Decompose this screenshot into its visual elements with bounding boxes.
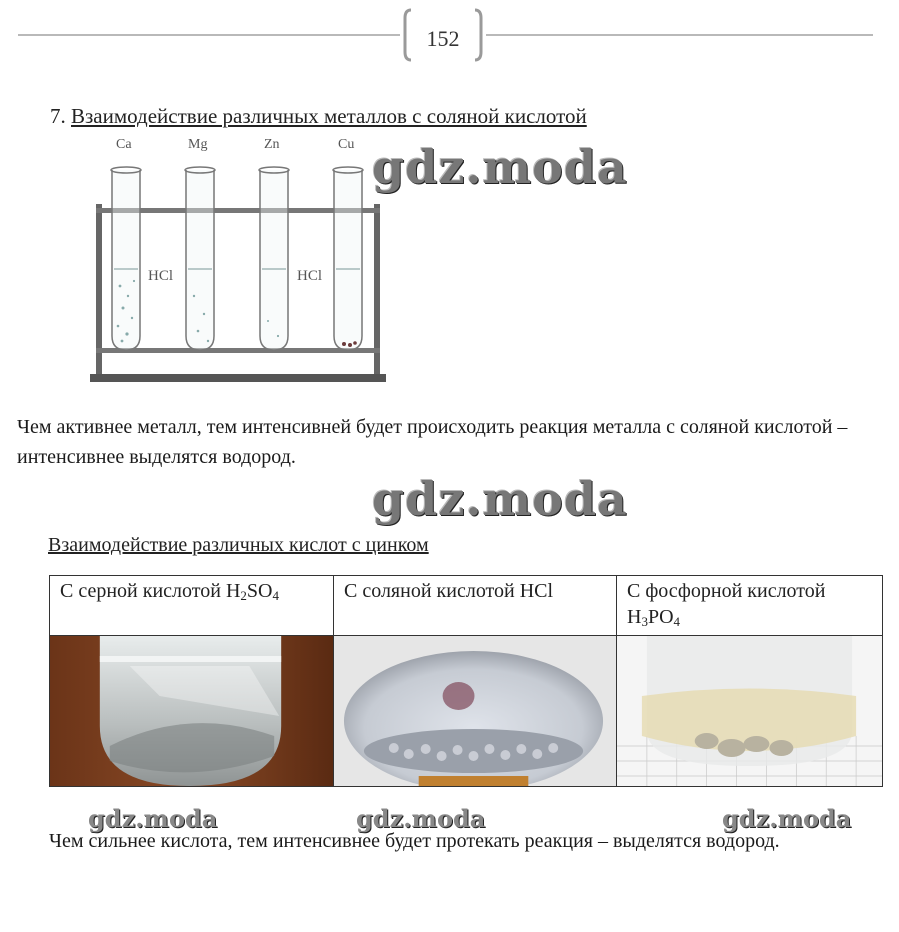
paragraph-metals-activity: Чем активнее металл, тем интенсивней будет происходить реакция металла с соляной кислотой – интенсивнее выделятся водород. xyxy=(17,416,848,468)
watermark-2: gdz.moda xyxy=(372,472,628,526)
watermark-small-2: gdz.moda xyxy=(356,804,486,833)
column-header-hydrochloric xyxy=(334,576,617,636)
watermark-1: gdz.moda xyxy=(372,140,628,194)
formula-subscript: 3 xyxy=(641,614,648,629)
table-header-row xyxy=(50,576,883,636)
section-title-text: Взаимодействие различных металлов с соляной кислотой xyxy=(71,104,587,128)
formula-part: H xyxy=(627,606,642,628)
watermark-small-1: gdz.moda xyxy=(88,804,218,833)
formula-subscript: 4 xyxy=(673,614,681,629)
photo-cell-hydrochloric xyxy=(334,636,617,787)
photo-sulfuric-reaction xyxy=(50,636,333,786)
formula-subscript: 2 xyxy=(240,588,247,603)
watermark-small-3: gdz.moda xyxy=(722,804,852,833)
hcl-label-1: HCl xyxy=(148,268,174,284)
column-label: С соляной кислотой HCl xyxy=(344,580,554,602)
column-header-sulfuric xyxy=(50,576,334,636)
test-tube-rack-illustration xyxy=(82,136,392,386)
paragraph-acid-strength: Чем сильнее кислота, тем интенсивнее будет протекать реакция – выделятся водород. xyxy=(49,830,780,852)
formula-part: PO xyxy=(647,606,674,628)
column-label: С фосфорной кислотой xyxy=(627,580,826,602)
photo-cell-phosphoric xyxy=(617,636,883,787)
table-photo-row xyxy=(50,636,883,787)
tube-label-zn: Zn xyxy=(264,137,280,152)
formula-part: H xyxy=(225,580,241,602)
formula-subscript: 4 xyxy=(272,588,279,603)
page-number: 152 xyxy=(426,26,460,51)
photo-hydrochloric-reaction xyxy=(334,636,616,786)
section-title-metals xyxy=(50,104,587,129)
tube-label-mg: Mg xyxy=(188,137,208,152)
column-label: С серной кислотой xyxy=(60,580,226,602)
header-rule-left xyxy=(18,34,400,36)
header-rule-right xyxy=(486,34,873,36)
section-number: 7. xyxy=(50,104,66,128)
tube-label-cu: Cu xyxy=(338,137,355,152)
tube-label-ca: Ca xyxy=(116,137,132,152)
section-title-acids: Взаимодействие различных кислот с цинком xyxy=(48,534,429,556)
page-number-frame xyxy=(403,8,483,62)
hcl-label-2: HCl xyxy=(297,268,323,284)
formula-part: SO xyxy=(246,580,273,602)
photo-cell-sulfuric xyxy=(50,636,334,787)
acids-table xyxy=(49,575,883,787)
photo-phosphoric-reaction xyxy=(617,636,882,786)
column-header-phosphoric xyxy=(617,576,883,636)
